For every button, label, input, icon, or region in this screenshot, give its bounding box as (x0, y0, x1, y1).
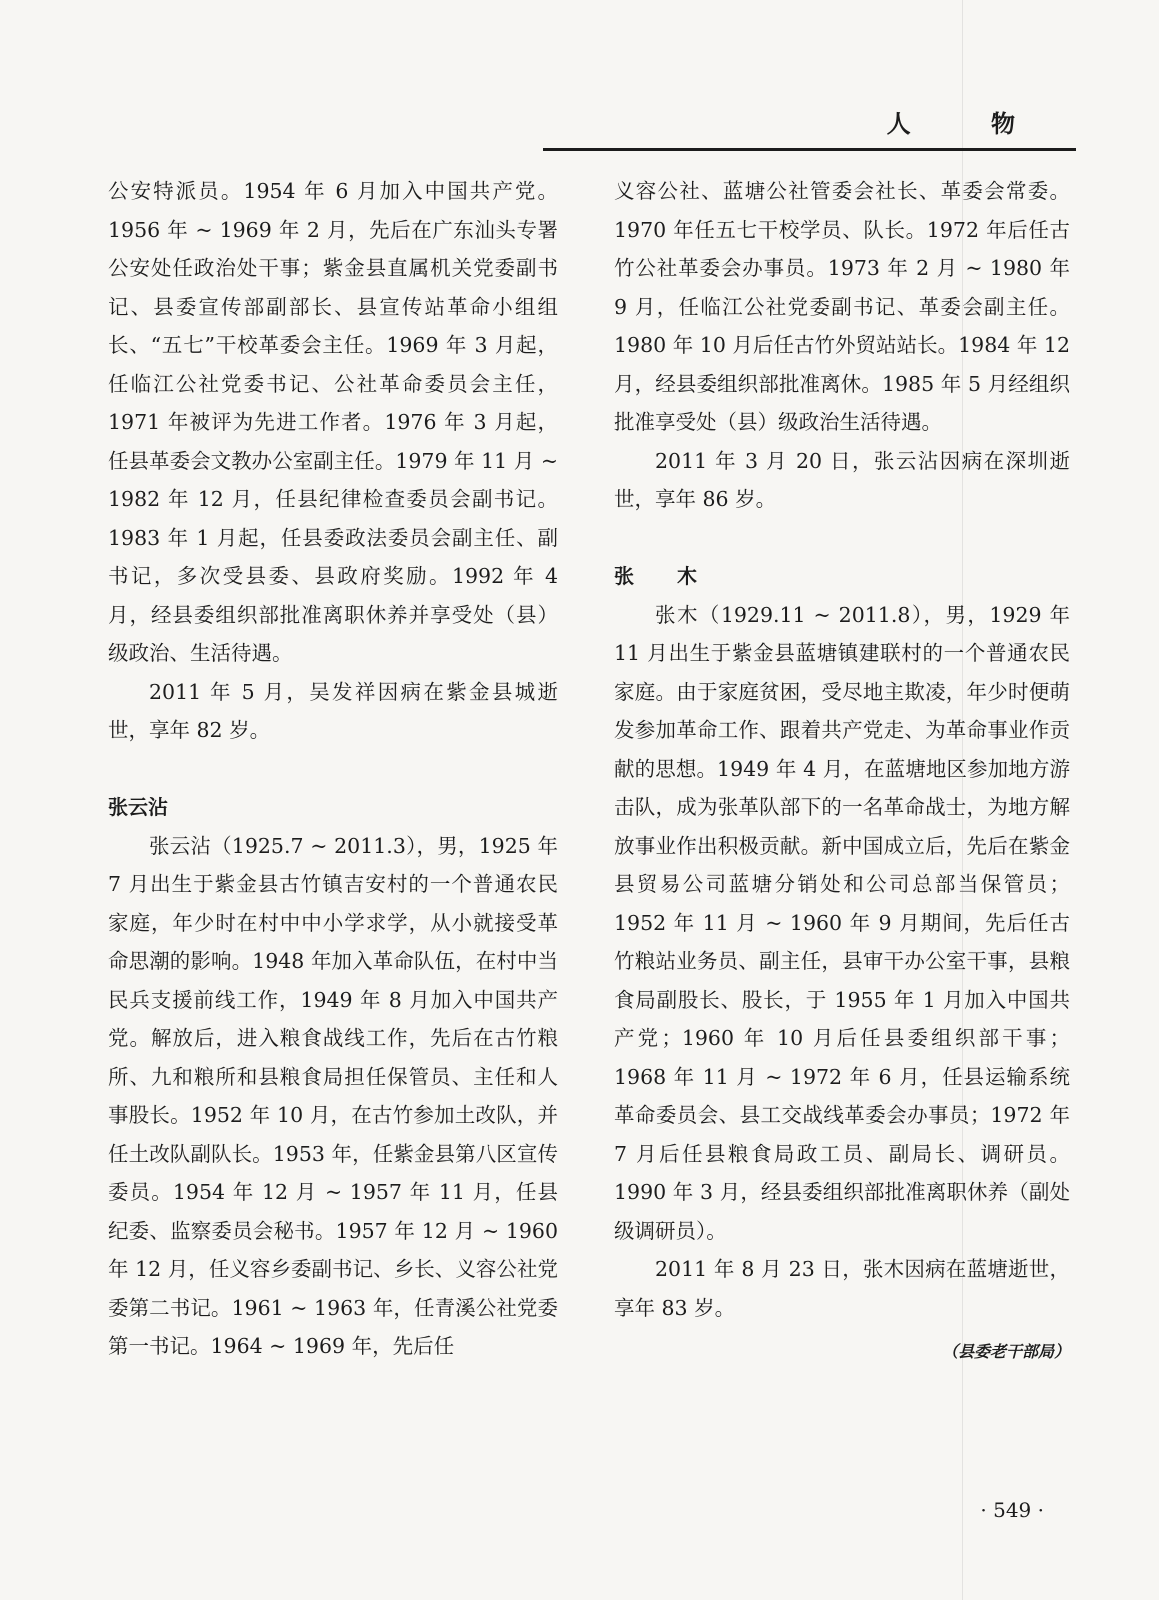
paragraph-continued: 公安特派员。1954 年 6 月加入中国共产党。1956 年 ~ 1969 年 2 月，先后在广东汕头专署公安处任政治处干事；紫金县直属机关党委副书记、县委宣传部副部长、县宣传站革命小组组长、“五七”干校革委会主任。1969 年 3 月起，任临江公社党委书记、公社革命委员会主任，1971 年被评为先进工作者。1976 年 3 月起，任县革委会文教办公室副主任。1979 年 11 月 ~ 1982 年 12 月，任县纪律检查委员会副书记。1983 年 1 月起，任县委政法委员会副主任、副书记，多次受县委、县政府奖励。1992 年 4 月，经县委组织部批准离职休养并享受处（县）级政治、生活待遇。 (108, 179, 558, 665)
paragraph-death-notice: 2011 年 3 月 20 日，张云沾因病在深圳逝世，享年 86 岁。 (614, 448, 1070, 511)
section-gap (108, 750, 558, 789)
page-number: · 549 · (980, 1498, 1044, 1522)
left-column (108, 172, 558, 1366)
paragraph-death-notice: 2011 年 5 月，吴发祥因病在紫金县城逝世，享年 82 岁。 (108, 679, 558, 742)
source-attribution: （县委老干部局） (941, 1342, 1070, 1361)
paragraph-death-notice: 2011 年 8 月 23 日，张木因病在蓝塘逝世，享年 83 岁。 (614, 1257, 1070, 1320)
biography-heading: 张 木 (614, 564, 715, 588)
section-title: 人 物 (886, 110, 1051, 138)
header-rule (543, 148, 1076, 151)
biography-heading: 张云沾 (108, 795, 168, 819)
section-gap (614, 519, 1070, 558)
paragraph-continued: 义容公社、蓝塘公社管委会社长、革委会常委。1970 年任五七干校学员、队长。1972 年后任古竹公社革委会办事员。1973 年 2 月 ~ 1980 年 9 月，任临江公社党委副书记、革委会副主任。1980 年 10 月后任古竹外贸站站长。1984 年 12 月，经县委组织部批准离休。1985 年 5 月经组织批准享受处（县）级政治生活待遇。 (614, 179, 1070, 434)
right-column (614, 172, 1070, 1367)
biography-paragraph: 张木（1929.11 ~ 2011.8），男，1929 年 11 月出生于紫金县蓝塘镇建联村的一个普通农民家庭。由于家庭贫困，受尽地主欺凌，年少时便萌发参加革命工作、跟着共产党走、为革命事业作贡献的思想。1949 年 4 月，在蓝塘地区参加地方游击队，成为张革队部下的一名革命战士，为地方解放事业作出积极贡献。新中国成立后，先后在紫金县贸易公司蓝塘分销处和公司总部当保管员；1952 年 11 月 ~ 1960 年 9 月期间，先后任古竹粮站业务员、副主任，县审干办公室干事，县粮食局副股长、股长，于 1955 年 1 月加入中国共产党；1960 年 10 月后任县委组织部干事；1968 年 11 月 ~ 1972 年 6 月，任县运输系统革命委员会、县工交战线革委会办事员；1972 年 7 月后任县粮食局政工员、副局长、调研员。1990 年 3 月，经县委组织部批准离职休养（副处级调研员）。 (614, 602, 1070, 1243)
biography-paragraph: 张云沾（1925.7 ~ 2011.3），男，1925 年 7 月出生于紫金县古竹镇吉安村的一个普通农民家庭，年少时在村中中小学求学，从小就接受革命思潮的影响。1948 年加入革命队伍，在村中当民兵支援前线工作，1949 年 8 月加入中国共产党。解放后，进入粮食战线工作，先后在古竹粮所、九和粮所和县粮食局担任保管员、主任和人事股长。1952 年 10 月，在古竹参加土改队，并任土改队副队长。1953 年，任紫金县第八区宣传委员。1954 年 12 月 ~ 1957 年 11 月，任县纪委、监察委员会秘书。1957 年 12 月 ~ 1960 年 12 月，任义容乡委副书记、乡长、义容公社党委第二书记。1961 ~ 1963 年，任青溪公社党委第一书记。1964 ~ 1969 年，先后任 (108, 833, 558, 1358)
